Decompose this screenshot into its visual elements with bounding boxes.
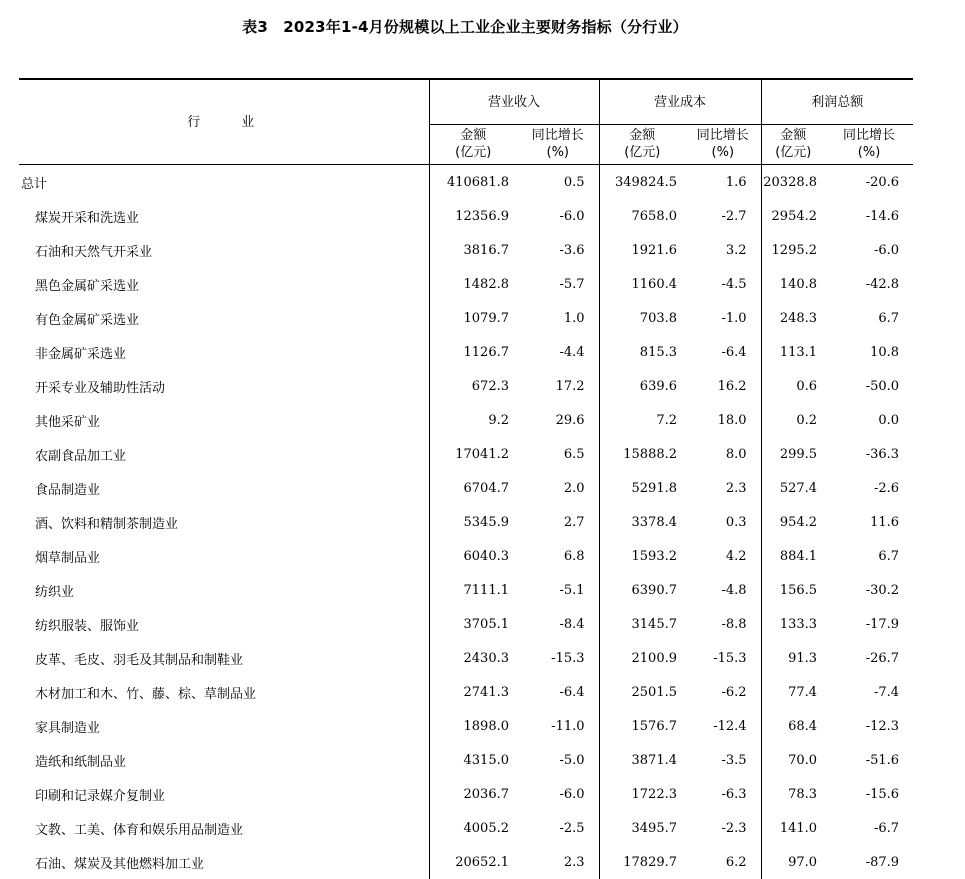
industry-cell: 纺织业 (19, 573, 429, 607)
profit-growth-cell: -51.6 (825, 743, 913, 777)
cost-amount-cell: 1722.3 (599, 777, 685, 811)
growth-label: 同比增长 (532, 128, 584, 143)
industry-cell: 食品制造业 (19, 471, 429, 505)
profit-growth-header (825, 125, 913, 165)
table-row (19, 743, 913, 777)
cost-growth-cell: -12.4 (685, 709, 761, 743)
industry-cell: 石油和天然气开采业 (19, 233, 429, 267)
cost-growth-cell: 0.3 (685, 505, 761, 539)
profit-amount-cell: 68.4 (761, 709, 825, 743)
revenue-amount-cell: 2741.3 (429, 675, 517, 709)
industry-cell: 酒、饮料和精制茶制造业 (19, 505, 429, 539)
revenue-growth-cell: 2.7 (517, 505, 599, 539)
industry-cell: 有色金属矿采选业 (19, 301, 429, 335)
cost-growth-cell: 2.3 (685, 471, 761, 505)
profit-growth-cell: 10.8 (825, 335, 913, 369)
revenue-growth-cell: -6.0 (517, 777, 599, 811)
amount-unit: (亿元) (455, 145, 491, 160)
revenue-growth-cell: 2.3 (517, 845, 599, 879)
revenue-amount-cell: 6040.3 (429, 539, 517, 573)
industry-cell: 黑色金属矿采选业 (19, 267, 429, 301)
table-row (19, 403, 913, 437)
industry-cell: 总计 (19, 165, 429, 200)
amount-unit: (亿元) (624, 145, 660, 160)
profit-amount-cell: 954.2 (761, 505, 825, 539)
cost-amount-cell: 3145.7 (599, 607, 685, 641)
revenue-amount-cell: 9.2 (429, 403, 517, 437)
cost-amount-cell: 1576.7 (599, 709, 685, 743)
cost-amount-cell: 639.6 (599, 369, 685, 403)
industry-cell: 印刷和记录媒介复制业 (19, 777, 429, 811)
cost-growth-cell: -6.2 (685, 675, 761, 709)
table-body (19, 165, 913, 879)
cost-amount-cell: 1921.6 (599, 233, 685, 267)
revenue-amount-cell: 1482.8 (429, 267, 517, 301)
revenue-growth-cell: 6.8 (517, 539, 599, 573)
industry-cell: 开采专业及辅助性活动 (19, 369, 429, 403)
revenue-amount-cell: 2036.7 (429, 777, 517, 811)
revenue-amount-cell: 4315.0 (429, 743, 517, 777)
profit-growth-cell: -6.0 (825, 233, 913, 267)
profit-amount-cell: 20328.8 (761, 165, 825, 200)
revenue-amount-cell: 12356.9 (429, 199, 517, 233)
profit-growth-cell: -15.6 (825, 777, 913, 811)
revenue-growth-cell: -5.7 (517, 267, 599, 301)
cost-growth-cell: 4.2 (685, 539, 761, 573)
cost-growth-header (685, 125, 761, 165)
profit-growth-cell: -20.6 (825, 165, 913, 200)
cost-growth-cell: -3.5 (685, 743, 761, 777)
revenue-amount-cell: 410681.8 (429, 165, 517, 200)
cost-growth-cell: -2.7 (685, 199, 761, 233)
cost-amount-cell: 6390.7 (599, 573, 685, 607)
industry-cell: 纺织服装、服饰业 (19, 607, 429, 641)
profit-growth-cell: -36.3 (825, 437, 913, 471)
revenue-amount-cell: 1126.7 (429, 335, 517, 369)
table-row (19, 369, 913, 403)
revenue-growth-cell: 1.0 (517, 301, 599, 335)
industry-column-header: 行 业 (19, 79, 429, 165)
profit-growth-cell: -14.6 (825, 199, 913, 233)
table-row (19, 607, 913, 641)
growth-unit: (%) (712, 145, 735, 160)
profit-amount-cell: 91.3 (761, 641, 825, 675)
growth-unit: (%) (547, 145, 570, 160)
profit-growth-cell: -30.2 (825, 573, 913, 607)
profit-growth-cell: -7.4 (825, 675, 913, 709)
industry-cell: 非金属矿采选业 (19, 335, 429, 369)
cost-growth-cell: -1.0 (685, 301, 761, 335)
revenue-growth-cell: 6.5 (517, 437, 599, 471)
industry-cell: 造纸和纸制品业 (19, 743, 429, 777)
profit-amount-cell: 77.4 (761, 675, 825, 709)
profit-amount-cell: 0.2 (761, 403, 825, 437)
industry-cell: 其他采矿业 (19, 403, 429, 437)
profit-growth-cell: -26.7 (825, 641, 913, 675)
cost-amount-cell: 3495.7 (599, 811, 685, 845)
financial-indicators-table (19, 78, 913, 879)
profit-amount-cell: 140.8 (761, 267, 825, 301)
profit-growth-cell: -12.3 (825, 709, 913, 743)
profit-amount-cell: 248.3 (761, 301, 825, 335)
profit-amount-cell: 2954.2 (761, 199, 825, 233)
table-row-total (19, 165, 913, 200)
table-row (19, 777, 913, 811)
revenue-growth-cell: -2.5 (517, 811, 599, 845)
cost-amount-cell: 3871.4 (599, 743, 685, 777)
profit-amount-cell: 78.3 (761, 777, 825, 811)
profit-growth-cell: -2.6 (825, 471, 913, 505)
table-row (19, 539, 913, 573)
amount-label: 金额 (780, 128, 806, 143)
cost-growth-cell: -4.8 (685, 573, 761, 607)
revenue-amount-cell: 6704.7 (429, 471, 517, 505)
profit-amount-cell: 133.3 (761, 607, 825, 641)
revenue-growth-cell: 0.5 (517, 165, 599, 200)
industry-cell: 木材加工和木、竹、藤、棕、草制品业 (19, 675, 429, 709)
table-row (19, 335, 913, 369)
profit-growth-cell: -6.7 (825, 811, 913, 845)
profit-amount-cell: 156.5 (761, 573, 825, 607)
profit-amount-cell: 884.1 (761, 539, 825, 573)
cost-growth-cell: 3.2 (685, 233, 761, 267)
revenue-growth-cell: 17.2 (517, 369, 599, 403)
cost-amount-cell: 703.8 (599, 301, 685, 335)
revenue-growth-cell: -6.0 (517, 199, 599, 233)
revenue-amount-cell: 672.3 (429, 369, 517, 403)
profit-growth-cell: -50.0 (825, 369, 913, 403)
industry-cell: 皮革、毛皮、羽毛及其制品和制鞋业 (19, 641, 429, 675)
revenue-growth-cell: -6.4 (517, 675, 599, 709)
cost-growth-cell: -8.8 (685, 607, 761, 641)
cost-growth-cell: 16.2 (685, 369, 761, 403)
growth-label: 同比增长 (843, 128, 895, 143)
cost-amount-cell: 1160.4 (599, 267, 685, 301)
table-row (19, 437, 913, 471)
revenue-growth-cell: -5.1 (517, 573, 599, 607)
revenue-amount-cell: 7111.1 (429, 573, 517, 607)
revenue-growth-header (517, 125, 599, 165)
table-row (19, 267, 913, 301)
table-row (19, 573, 913, 607)
profit-growth-cell: -87.9 (825, 845, 913, 879)
industry-cell: 农副食品加工业 (19, 437, 429, 471)
cost-growth-cell: 6.2 (685, 845, 761, 879)
amount-label: 金额 (460, 128, 486, 143)
revenue-growth-cell: -8.4 (517, 607, 599, 641)
cost-amount-header (599, 125, 685, 165)
cost-amount-cell: 349824.5 (599, 165, 685, 200)
table-row (19, 641, 913, 675)
revenue-amount-cell: 1898.0 (429, 709, 517, 743)
growth-label: 同比增长 (697, 128, 749, 143)
profit-amount-cell: 97.0 (761, 845, 825, 879)
cost-amount-cell: 3378.4 (599, 505, 685, 539)
profit-growth-cell: 6.7 (825, 301, 913, 335)
cost-amount-cell: 15888.2 (599, 437, 685, 471)
revenue-growth-cell: -5.0 (517, 743, 599, 777)
table-row (19, 845, 913, 879)
cost-amount-cell: 7658.0 (599, 199, 685, 233)
profit-amount-cell: 70.0 (761, 743, 825, 777)
cost-growth-cell: 18.0 (685, 403, 761, 437)
revenue-amount-cell: 3705.1 (429, 607, 517, 641)
profit-growth-cell: 6.7 (825, 539, 913, 573)
revenue-amount-cell: 20652.1 (429, 845, 517, 879)
profit-amount-cell: 1295.2 (761, 233, 825, 267)
cost-amount-cell: 7.2 (599, 403, 685, 437)
financial-indicators-table-container (19, 78, 913, 879)
table-row (19, 709, 913, 743)
profit-amount-cell: 299.5 (761, 437, 825, 471)
revenue-growth-cell: 29.6 (517, 403, 599, 437)
profit-amount-cell: 527.4 (761, 471, 825, 505)
table-row (19, 233, 913, 267)
table-row (19, 505, 913, 539)
revenue-amount-cell: 17041.2 (429, 437, 517, 471)
profit-amount-cell: 141.0 (761, 811, 825, 845)
growth-unit: (%) (858, 145, 881, 160)
table-header (19, 79, 913, 165)
industry-cell: 文教、工美、体育和娱乐用品制造业 (19, 811, 429, 845)
industry-cell: 石油、煤炭及其他燃料加工业 (19, 845, 429, 879)
revenue-growth-cell: -3.6 (517, 233, 599, 267)
profit-amount-cell: 113.1 (761, 335, 825, 369)
cost-growth-cell: -6.4 (685, 335, 761, 369)
table-row (19, 811, 913, 845)
table-row (19, 301, 913, 335)
table-row (19, 199, 913, 233)
profit-growth-cell: 11.6 (825, 505, 913, 539)
profit-growth-cell: -17.9 (825, 607, 913, 641)
cost-amount-cell: 2501.5 (599, 675, 685, 709)
amount-unit: (亿元) (775, 145, 811, 160)
table-row (19, 471, 913, 505)
revenue-amount-cell: 4005.2 (429, 811, 517, 845)
profit-group-header: 利润总额 (761, 79, 913, 125)
cost-amount-cell: 815.3 (599, 335, 685, 369)
cost-growth-cell: -2.3 (685, 811, 761, 845)
table-title: 表3 2023年1-4月份规模以上工业企业主要财务指标（分行业） (0, 16, 930, 37)
cost-amount-cell: 5291.8 (599, 471, 685, 505)
revenue-group-header: 营业收入 (429, 79, 599, 125)
cost-growth-cell: -15.3 (685, 641, 761, 675)
revenue-amount-cell: 5345.9 (429, 505, 517, 539)
amount-label: 金额 (629, 128, 655, 143)
cost-amount-cell: 2100.9 (599, 641, 685, 675)
profit-amount-header (761, 125, 825, 165)
industry-cell: 烟草制品业 (19, 539, 429, 573)
revenue-growth-cell: -4.4 (517, 335, 599, 369)
profit-growth-cell: -42.8 (825, 267, 913, 301)
profit-growth-cell: 0.0 (825, 403, 913, 437)
revenue-growth-cell: -15.3 (517, 641, 599, 675)
cost-growth-cell: 1.6 (685, 165, 761, 200)
cost-growth-cell: -4.5 (685, 267, 761, 301)
cost-amount-cell: 17829.7 (599, 845, 685, 879)
revenue-amount-header (429, 125, 517, 165)
cost-growth-cell: -6.3 (685, 777, 761, 811)
cost-growth-cell: 8.0 (685, 437, 761, 471)
cost-group-header: 营业成本 (599, 79, 761, 125)
revenue-amount-cell: 1079.7 (429, 301, 517, 335)
cost-amount-cell: 1593.2 (599, 539, 685, 573)
industry-cell: 煤炭开采和洗选业 (19, 199, 429, 233)
revenue-amount-cell: 3816.7 (429, 233, 517, 267)
revenue-amount-cell: 2430.3 (429, 641, 517, 675)
revenue-growth-cell: -11.0 (517, 709, 599, 743)
profit-amount-cell: 0.6 (761, 369, 825, 403)
table-row (19, 675, 913, 709)
industry-cell: 家具制造业 (19, 709, 429, 743)
revenue-growth-cell: 2.0 (517, 471, 599, 505)
